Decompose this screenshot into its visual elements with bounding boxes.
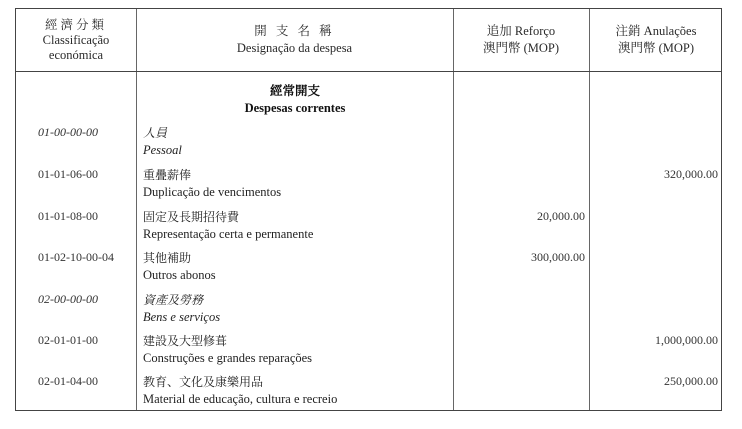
table-row [16, 290, 721, 330]
row-reforco: 300,000.00 [531, 250, 585, 264]
row-code: 02-00-00-00 [38, 292, 98, 306]
header-reforco [453, 9, 589, 71]
row-description [143, 250, 216, 284]
row-description-zh: 其他補助 [143, 251, 192, 265]
row-description [143, 125, 182, 159]
row-description-pt: Material de educação, cultura e recreio [143, 392, 338, 406]
header-divider [16, 71, 721, 72]
table-row [16, 372, 721, 412]
row-description-pt: Bens e serviços [143, 310, 221, 324]
table-row [16, 123, 721, 163]
header-reforco-currency: 澳門幣 (MOP) [482, 41, 560, 55]
row-description [143, 209, 313, 243]
row-description-zh: 固定及長期招待費 [143, 210, 240, 224]
row-description [143, 292, 220, 326]
row-description-zh: 重疊薪俸 [143, 168, 192, 182]
row-description-zh: 人員 [143, 126, 168, 140]
row-description-zh: 建設及大型修葺 [143, 334, 228, 348]
row-description [143, 333, 312, 367]
table-row [16, 331, 721, 371]
header-anulacoes-label: 注銷 Anulações [615, 24, 697, 38]
header-classification-pt: Classificação económica [42, 32, 110, 62]
section-title [138, 83, 452, 117]
row-description-zh: 資產及勞務 [143, 293, 204, 307]
row-description-pt: Duplicação de vencimentos [143, 185, 282, 199]
row-code: 02-01-04-00 [38, 374, 98, 388]
row-code: 02-01-01-00 [38, 333, 98, 347]
header-classification [16, 9, 136, 71]
row-code: 01-02-10-00-04 [38, 250, 114, 264]
row-code: 01-01-06-00 [38, 167, 98, 181]
row-description [143, 374, 337, 408]
header-anulacoes [589, 9, 723, 71]
table-row [16, 207, 721, 247]
section-title-pt: Despesas correntes [244, 101, 346, 115]
header-designation [136, 9, 453, 71]
header-designation-zh: 開 支 名 稱 [254, 24, 335, 38]
row-code: 01-00-00-00 [38, 125, 98, 139]
table-row [16, 165, 721, 205]
row-anulacao: 1,000,000.00 [655, 333, 718, 347]
budget-table [15, 8, 722, 411]
row-code: 01-01-08-00 [38, 209, 98, 223]
row-anulacao: 320,000.00 [664, 167, 718, 181]
header-classification-zh: 經濟分類 [44, 17, 107, 32]
row-description-pt: Outros abonos [143, 268, 216, 282]
table-row [16, 248, 721, 288]
row-description-pt: Pessoal [143, 143, 182, 157]
header-anulacoes-currency: 澳門幣 (MOP) [617, 41, 695, 55]
row-description-zh: 教育、文化及康樂用品 [143, 375, 264, 389]
row-description-pt: Representação certa e permanente [143, 227, 314, 241]
row-description [143, 167, 281, 201]
header-designation-pt: Designação da despesa [236, 41, 353, 55]
header-reforco-label: 追加 Reforço [486, 24, 556, 38]
row-description-pt: Construções e grandes reparações [143, 351, 313, 365]
row-reforco: 20,000.00 [537, 209, 585, 223]
row-anulacao: 250,000.00 [664, 374, 718, 388]
section-title-zh: 經常開支 [269, 84, 320, 98]
